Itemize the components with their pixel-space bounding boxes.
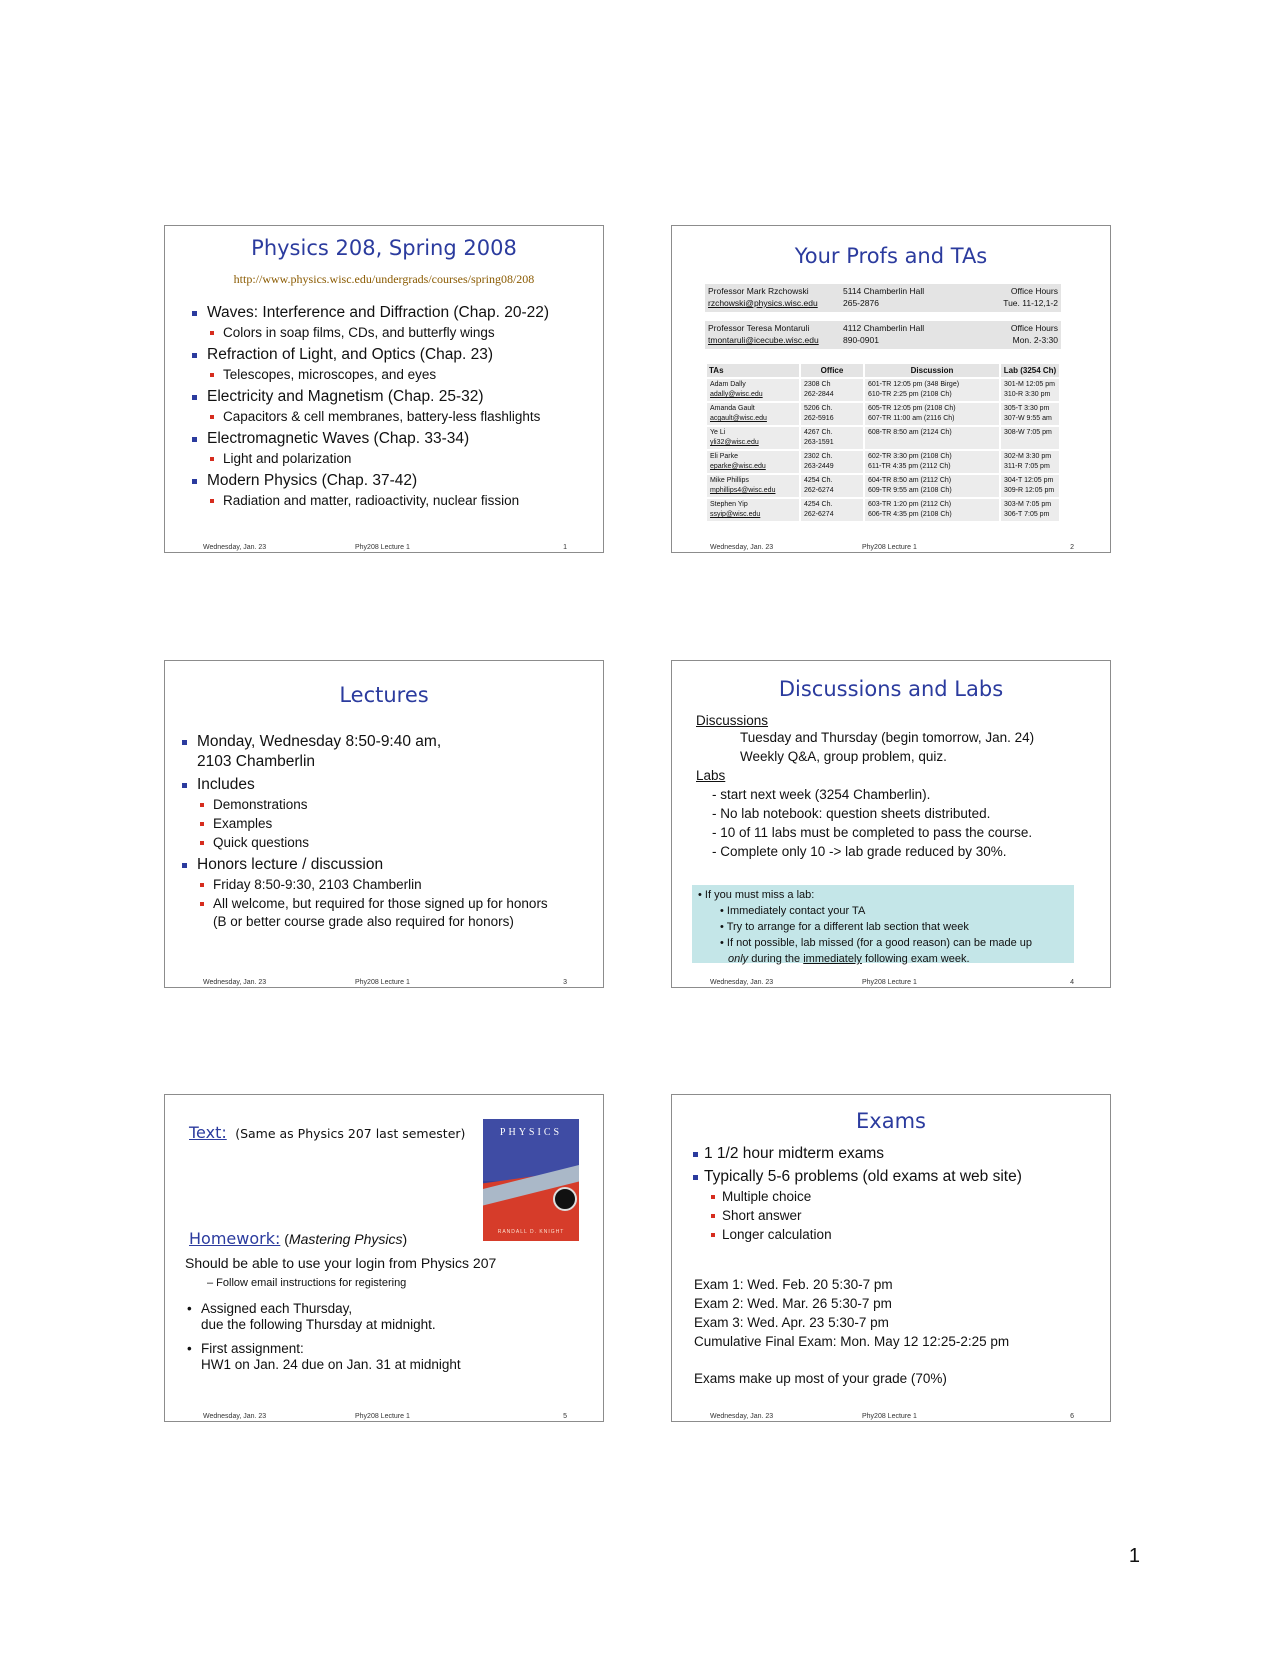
slide-title: Lectures [339, 683, 429, 707]
note-line [698, 951, 1068, 967]
ta-discussion: 602-TR 3:30 pm (2108 Ch) [868, 453, 952, 460]
ta-lab: 304-T 12:05 pm [1004, 477, 1054, 484]
ta-phone: 263-1591 [804, 439, 834, 446]
table-cell [706, 402, 800, 426]
item-text: Assigned each Thursday, [201, 1301, 353, 1316]
table-cell [706, 378, 800, 402]
prof-phone: 890-0901 [843, 335, 879, 345]
list-item: Multiple choice [688, 1188, 1108, 1206]
prof-oh: Mon. 2-3:30 [1012, 335, 1058, 345]
ta-name: Stephen Yip [710, 501, 748, 508]
ta-phone: 262-5916 [804, 415, 834, 422]
ta-lab: 303-M 7:05 pm [1004, 501, 1052, 508]
ta-lab: 306-T 7:05 pm [1004, 511, 1050, 518]
table-row [706, 474, 1060, 498]
slide-5 [164, 1094, 604, 1422]
footer-date: Wednesday, Jan. 23 [710, 1413, 774, 1420]
col-header: Office [800, 363, 864, 378]
note-line: • Try to arrange for a different lab section that week [720, 921, 969, 933]
slide-3 [164, 660, 604, 988]
prof-name: Professor Teresa Montaruli [708, 323, 810, 333]
list-item: 1 1/2 hour midterm exams [688, 1144, 1108, 1164]
table-cell [706, 450, 800, 474]
table-row [706, 450, 1060, 474]
prof-row [705, 284, 1061, 312]
ta-table [705, 362, 1061, 523]
prof-email[interactable]: tmontaruli@icecube.wisc.edu [708, 335, 819, 345]
ta-office: 2302 Ch. [804, 453, 833, 460]
table-cell [864, 450, 1000, 474]
list-item: Honors lecture / discussion [177, 855, 597, 875]
footer-date: Wednesday, Jan. 23 [203, 979, 267, 986]
item-text: All welcome, but required for those signed up for honors [213, 896, 548, 911]
page-number: 1 [1128, 1545, 1140, 1567]
table-cell [800, 402, 864, 426]
ta-phone: 262-2844 [804, 391, 834, 398]
lab-line: - Complete only 10 -> lab grade reduced by 30%. [712, 844, 1007, 859]
ta-lab: 310-R 3:30 pm [1004, 391, 1051, 398]
slide-number: 2 [1070, 544, 1074, 551]
list-item: Examples [177, 815, 597, 833]
ta-lab: 311-R 7:05 pm [1004, 463, 1050, 470]
note-emph: only [728, 953, 749, 965]
list-item: Light and polarization [187, 450, 597, 468]
footer-lecture: Phy208 Lecture 1 [355, 544, 410, 551]
footer-date: Wednesday, Jan. 23 [203, 544, 267, 551]
ta-lab: 309-R 12:05 pm [1004, 487, 1055, 494]
list-item: Colors in soap films, CDs, and butterfly wings [187, 324, 597, 342]
exam-date: Exam 3: Wed. Apr. 23 5:30-7 pm [694, 1315, 889, 1330]
item-text: (B or better course grade also required for honors) [213, 914, 514, 929]
list-item: Electricity and Magnetism (Chap. 25-32) [187, 387, 597, 407]
table-cell [1000, 498, 1060, 522]
homework-paren: ) [402, 1231, 408, 1247]
table-cell [864, 402, 1000, 426]
col-header: Discussion [864, 363, 1000, 378]
homework-paren: ( [280, 1231, 289, 1247]
footer-lecture: Phy208 Lecture 1 [862, 544, 917, 551]
table-cell [864, 426, 1000, 450]
table-cell [800, 426, 864, 450]
table-cell [800, 450, 864, 474]
ta-email[interactable]: adally@wisc.edu [710, 391, 763, 398]
note-line: • If not possible, lab missed (for a good reason) can be made up [720, 937, 1033, 949]
list-item: Quick questions [177, 834, 597, 852]
col-header: Lab (3254 Ch) [1000, 363, 1060, 378]
ta-discussion: 608-TR 8:50 am (2124 Ch) [868, 429, 952, 436]
ta-lab: 308-W 7:05 pm [1004, 429, 1052, 436]
ta-phone: 263-2449 [804, 463, 834, 470]
slide-6 [671, 1094, 1111, 1422]
text-heading: Text: [189, 1123, 227, 1142]
text-line [189, 1123, 465, 1143]
table-row [706, 498, 1060, 522]
bullet-item [185, 1301, 436, 1333]
item-text: HW1 on Jan. 24 due on Jan. 31 at midnight [201, 1357, 461, 1372]
exam-date: Cumulative Final Exam: Mon. May 12 12:25-2:25 pm [694, 1334, 1010, 1349]
homework-heading: Homework: [189, 1229, 281, 1248]
slide-4 [671, 660, 1111, 988]
ta-name: Eli Parke [710, 453, 739, 460]
list-item: Telescopes, microscopes, and eyes [187, 366, 597, 384]
note-text: following exam week. [861, 953, 970, 965]
lecture-list [177, 729, 597, 931]
table-cell [1000, 426, 1060, 450]
footer-lecture: Phy208 Lecture 1 [862, 1413, 917, 1420]
slide-title: Discussions and Labs [778, 677, 1004, 701]
prof-oh: Tue. 11-12,1-2 [1003, 298, 1058, 308]
homework-system: Mastering Physics [288, 1231, 403, 1247]
list-item: Waves: Interference and Diffraction (Chap. 20-22) [187, 303, 597, 323]
prof-oh-label: Office Hours [1010, 286, 1058, 296]
exam-schedule [694, 1275, 1009, 1388]
homework-line [189, 1229, 407, 1249]
note-text: during the [748, 953, 804, 965]
ta-name: Amanda Gault [710, 405, 755, 412]
ta-name: Ye Li [710, 429, 726, 436]
ta-office: 4254 Ch. [804, 477, 833, 484]
ta-lab: 302-M 3:30 pm [1004, 453, 1052, 460]
note-emph: immediately [803, 953, 862, 965]
lab-line: - start next week (3254 Chamberlin). [712, 787, 931, 802]
list-item: Radiation and matter, radioactivity, nuclear fission [187, 492, 597, 510]
labs-heading: Labs [696, 768, 726, 783]
footer-lecture: Phy208 Lecture 1 [355, 979, 410, 986]
ta-phone: 262-6274 [804, 487, 834, 494]
ta-lab: 305-T 3:30 pm [1004, 405, 1050, 412]
exam-list [688, 1141, 1108, 1244]
slide-number: 6 [1070, 1413, 1074, 1420]
list-item: Includes [177, 775, 597, 795]
slide-number: 4 [1070, 979, 1074, 986]
prof-name: Professor Mark Rzchowski [708, 286, 809, 296]
ta-office: 2308 Ch [804, 381, 831, 388]
discussion-line: Tuesday and Thursday (begin tomorrow, Jan. 24) [740, 730, 1035, 745]
ta-discussion: 609-TR 9:55 am (2108 Ch) [868, 487, 952, 494]
slide-2 [671, 225, 1111, 553]
ta-office: 4254 Ch. [804, 501, 833, 508]
slide-number: 3 [563, 979, 567, 986]
prof-room: 5114 Chamberlin Hall [843, 286, 925, 296]
table-cell [706, 474, 800, 498]
list-item: Friday 8:50-9:30, 2103 Chamberlin [177, 876, 597, 894]
prof-oh-label: Office Hours [1010, 323, 1058, 333]
footer-lecture: Phy208 Lecture 1 [355, 1413, 410, 1420]
footer-date: Wednesday, Jan. 23 [710, 979, 774, 986]
footer-date: Wednesday, Jan. 23 [710, 544, 774, 551]
ta-phone: 262-6274 [804, 511, 834, 518]
ta-name: Mike Phillips [710, 477, 749, 484]
ta-discussion: 606-TR 4:35 pm (2108 Ch) [868, 511, 952, 518]
table-cell [864, 474, 1000, 498]
lab-line: - 10 of 11 labs must be completed to pass the course. [712, 825, 1033, 840]
item-text: due the following Thursday at midnight. [201, 1317, 436, 1332]
textbook-cover-image [483, 1119, 579, 1241]
ta-lab: 301-M 12:05 pm [1004, 381, 1055, 388]
ta-email[interactable]: yli32@wisc.edu [710, 439, 759, 446]
list-item: Refraction of Light, and Optics (Chap. 23) [187, 345, 597, 365]
login-text: Should be able to use your login from Physics 207 [185, 1255, 497, 1271]
note-line: • If you must miss a lab: [698, 889, 815, 901]
ta-name: Adam Dally [710, 381, 746, 388]
cover-ball [553, 1187, 577, 1211]
ta-discussion: 611-TR 4:35 pm (2112 Ch) [868, 463, 951, 470]
list-item: Modern Physics (Chap. 37-42) [187, 471, 597, 491]
ta-office: 5206 Ch. [804, 405, 833, 412]
login-subtext: – Follow email instructions for registering [207, 1277, 407, 1289]
ta-discussion: 607-TR 11:00 am (2116 Ch) [868, 415, 955, 422]
discussion-line: Weekly Q&A, group problem, quiz. [740, 749, 947, 764]
table-cell [864, 378, 1000, 402]
course-url[interactable]: http://www.physics.wisc.edu/undergrads/courses/spring08/208 [233, 272, 535, 286]
topic-list [187, 300, 597, 510]
slide-title: Physics 208, Spring 2008 [251, 236, 517, 260]
slide-1 [164, 225, 604, 553]
table-row [706, 402, 1060, 426]
prof-email[interactable]: rzchowski@physics.wisc.edu [708, 298, 818, 308]
item-text: Monday, Wednesday 8:50-9:40 am, [197, 733, 442, 750]
list-item: Electromagnetic Waves (Chap. 33-34) [187, 429, 597, 449]
ta-email[interactable]: eparke@wisc.edu [710, 463, 766, 470]
missed-lab-note [692, 885, 1074, 963]
footer-date: Wednesday, Jan. 23 [203, 1413, 267, 1420]
table-row [706, 378, 1060, 402]
table-cell [1000, 450, 1060, 474]
table-cell [1000, 474, 1060, 498]
note-line: • Immediately contact your TA [720, 905, 866, 917]
book-title: PHYSICS [499, 1127, 563, 1138]
item-text: First assignment: [201, 1341, 304, 1356]
table-cell [800, 498, 864, 522]
prof-room: 4112 Chamberlin Hall [843, 323, 925, 333]
ta-email[interactable]: acgault@wisc.edu [710, 415, 767, 422]
slide-title: Your Profs and TAs [794, 244, 988, 268]
list-item: Demonstrations [177, 796, 597, 814]
table-row [706, 426, 1060, 450]
col-header: TAs [706, 363, 800, 378]
ta-office: 4267 Ch. [804, 429, 833, 436]
list-item: Short answer [688, 1207, 1108, 1225]
bullet-item [185, 1341, 461, 1373]
ta-lab: 307-W 9:55 am [1004, 415, 1052, 422]
ta-discussion: 610-TR 2:25 pm (2108 Ch) [868, 391, 952, 398]
table-cell [800, 378, 864, 402]
text-note: (Same as Physics 207 last semester) [235, 1126, 466, 1141]
list-item [177, 732, 597, 772]
exam-date: Exam 2: Wed. Mar. 26 5:30-7 pm [694, 1296, 892, 1311]
book-author: RANDALL D. KNIGHT [497, 1229, 565, 1235]
slide-number: 5 [563, 1413, 567, 1420]
ta-email[interactable]: mphillips4@wisc.edu [710, 487, 776, 494]
list-item: Capacitors & cell membranes, battery-less flashlights [187, 408, 597, 426]
lab-line: - No lab notebook: question sheets distributed. [712, 806, 991, 821]
table-cell [864, 498, 1000, 522]
table-cell [706, 426, 800, 450]
table-cell [706, 498, 800, 522]
exam-date: Exam 1: Wed. Feb. 20 5:30-7 pm [694, 1277, 893, 1292]
ta-email[interactable]: ssyip@wisc.edu [710, 511, 761, 518]
discussions-heading: Discussions [696, 713, 769, 728]
ta-discussion: 604-TR 8:50 am (2112 Ch) [868, 477, 952, 484]
slide-number: 1 [563, 544, 567, 551]
ta-discussion: 601-TR 12:05 pm (348 Birge) [868, 381, 960, 388]
list-item: Longer calculation [688, 1226, 1108, 1244]
table-cell [800, 474, 864, 498]
list-item: Typically 5-6 problems (old exams at web site) [688, 1167, 1108, 1187]
prof-row [705, 321, 1061, 349]
table-cell [1000, 402, 1060, 426]
footer-lecture: Phy208 Lecture 1 [862, 979, 917, 986]
ta-discussion: 605-TR 12:05 pm (2108 Ch) [868, 405, 956, 412]
slide-title: Exams [856, 1109, 926, 1133]
list-item [177, 895, 597, 931]
item-text: 2103 Chamberlin [197, 753, 316, 770]
ta-discussion: 603-TR 1:20 pm (2112 Ch) [868, 501, 952, 508]
table-cell [1000, 378, 1060, 402]
grade-note: Exams make up most of your grade (70%) [694, 1371, 947, 1386]
prof-phone: 265-2876 [843, 298, 879, 308]
